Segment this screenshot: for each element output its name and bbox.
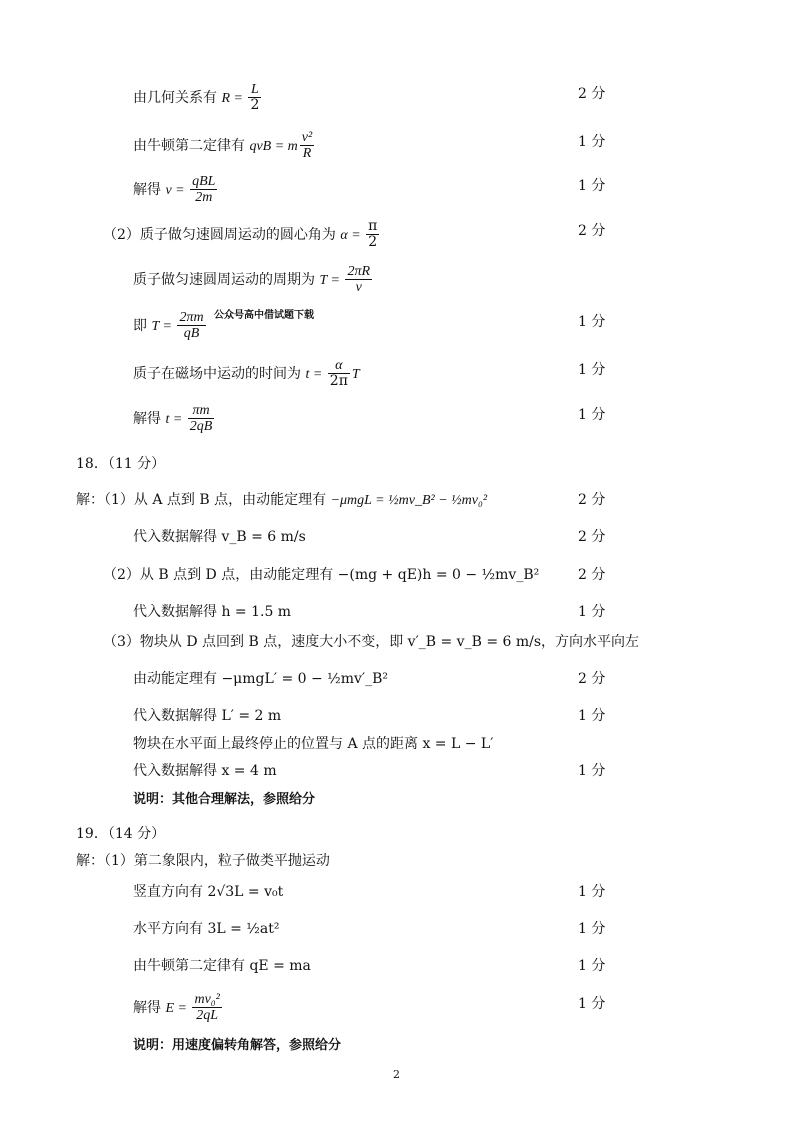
score-label: 2 分 xyxy=(578,567,606,583)
question-heading: 18．（11 分） xyxy=(76,456,166,472)
page-number: 2 xyxy=(393,1068,400,1081)
score-label: 1 分 xyxy=(578,996,606,1012)
score-label: 2 分 xyxy=(578,86,606,102)
fraction: $\frac{\text{mv₀²}}{2qL}$ xyxy=(194,992,220,1024)
equation-text: 由几何关系有 R = $\frac{L}{2}$ xyxy=(133,82,260,114)
score-label: 1 分 xyxy=(578,314,606,330)
score-label: 2 分 xyxy=(578,492,606,508)
fraction: $\frac{\pi}{2}$ xyxy=(368,218,378,251)
score-label: 2 分 xyxy=(578,529,606,545)
answer-line xyxy=(0,488,794,512)
equation-text: 质子做匀速圆周运动的周期为 T = $\frac{2\pi R}{v}$ xyxy=(133,264,371,296)
score-label: 1 分 xyxy=(578,134,606,150)
equation-text: 解得 t = $\frac{\pi m}{2qB}$ xyxy=(133,403,213,435)
equation-text: 解：（1）从 A 点到 B 点，由动能定理有 −μmgL = ½mv_B² − ½mv₀² xyxy=(76,492,488,508)
answer-line: 物块在水平面上最终停止的位置与 A 点的距离 x = L − L′ xyxy=(133,736,494,752)
answer-line xyxy=(0,403,794,435)
equation-text: 质子在磁场中运动的时间为 t = $\frac{\alpha}{2\pi}$ T xyxy=(133,358,360,390)
equation-text: 解得 v = $\frac{\text{qBL}}{2m}$ xyxy=(133,174,216,206)
equation-text: 即 T = $\frac{2\pi m}{qB}$ xyxy=(133,310,204,342)
answer-line: 由牛顿第二定律有 qE = ma 1 分 xyxy=(0,954,794,978)
answer-line xyxy=(0,82,794,114)
answer-line: 由动能定理有 −μmgL′ = 0 − ½mv′_B² 2 分 xyxy=(0,667,794,691)
score-label: 2 分 xyxy=(578,671,606,687)
answer-line xyxy=(0,174,794,206)
fraction: $\frac{\pi m}{2qB}$ xyxy=(189,403,213,435)
question-heading: 19．（14 分） xyxy=(76,826,166,842)
equation-text: 解得 E = $\frac{\text{mv₀²}}{2qL}$ xyxy=(133,992,220,1024)
answer-line xyxy=(0,218,794,251)
fraction: $\frac{L}{2}$ xyxy=(250,82,260,114)
score-label: 1 分 xyxy=(578,407,606,423)
score-label: 1 分 xyxy=(578,763,606,779)
answer-line xyxy=(0,130,794,162)
watermark-note: 公众号高中借试题下载 xyxy=(214,310,314,321)
answer-line xyxy=(0,992,794,1024)
score-label: 1 分 xyxy=(578,921,606,937)
answer-line: （2）从 B 点到 D 点，由动能定理有 −(mg + qE)h = 0 − ½mv_B² 2 分 xyxy=(0,563,794,587)
fraction: $\frac{2\pi m}{qB}$ xyxy=(179,310,204,342)
score-label: 1 分 xyxy=(578,604,606,620)
score-label: 1 分 xyxy=(578,708,606,724)
answer-line: 代入数据解得 L′ = 2 m 1 分 xyxy=(0,704,794,728)
fraction: $\frac{2\pi R}{v}$ xyxy=(347,264,371,296)
answer-line: 代入数据解得 h = 1.5 m 1 分 xyxy=(0,600,794,624)
answer-line xyxy=(0,310,794,342)
score-label: 1 分 xyxy=(578,958,606,974)
answer-line: 代入数据解得 v_B = 6 m/s 2 分 xyxy=(0,525,794,549)
answer-line xyxy=(0,264,794,296)
answer-line: 水平方向有 3L = ½at² 1 分 xyxy=(0,917,794,941)
answer-line xyxy=(0,358,794,390)
equation-text: （2）质子做匀速圆周运动的圆心角为 α = $\frac{\pi}{2}$ xyxy=(103,218,378,251)
fraction: $\frac{\text{qBL}}{2m}$ xyxy=(192,174,216,206)
equation-text: 由牛顿第二定律有 qvB = m $\frac{\text{v²}}{R}$ xyxy=(133,130,313,162)
fraction: $\frac{\text{v²}}{R}$ xyxy=(301,130,313,162)
score-label: 1 分 xyxy=(578,362,606,378)
answer-line: 代入数据解得 x = 4 m 1 分 xyxy=(0,759,794,783)
answer-line: （3）物块从 D 点回到 B 点，速度大小不变，即 v′_B = v_B = 6 m/s，方向水平向左 xyxy=(103,634,640,650)
note-line: 说明：用速度偏转角解答，参照给分 xyxy=(133,1038,342,1053)
answer-line: 竖直方向有 2√3L = v₀t 1 分 xyxy=(0,880,794,904)
fraction: $\frac{\alpha}{2\pi}$ xyxy=(329,358,348,390)
answer-line: 解：（1）第二象限内，粒子做类平抛运动 xyxy=(76,853,330,869)
score-label: 1 分 xyxy=(578,178,606,194)
score-label: 1 分 xyxy=(578,884,606,900)
note-line: 说明：其他合理解法，参照给分 xyxy=(133,792,316,807)
score-label: 2 分 xyxy=(578,223,606,239)
